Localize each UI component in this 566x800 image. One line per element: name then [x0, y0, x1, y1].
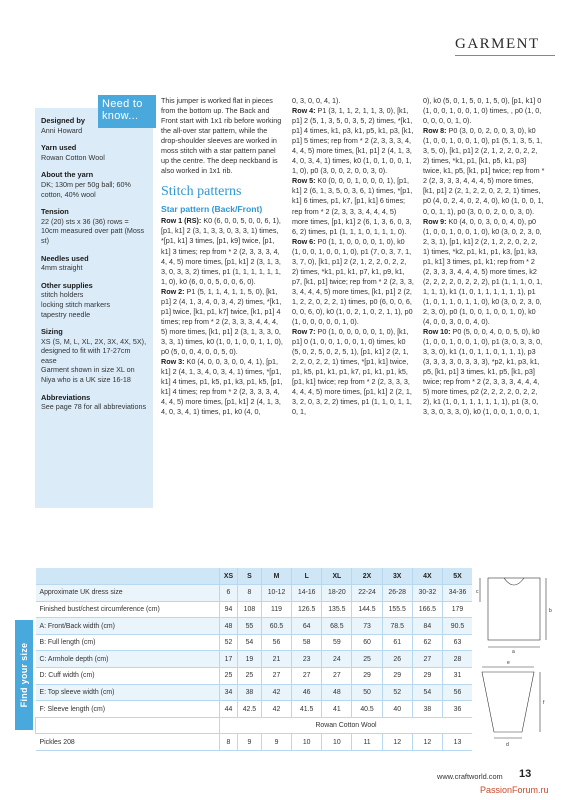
row-label-cell: Approximate UK dress size — [36, 585, 220, 602]
yarn-row-spacer — [36, 717, 220, 734]
value-cell: 19 — [237, 651, 261, 668]
tension-heading: Tension — [41, 207, 69, 217]
value-cell: 27 — [322, 668, 352, 685]
find-your-size-tab — [15, 620, 33, 730]
sizing-text: XS (S, M, L, XL, 2X, 3X, 4X, 5X), designed to fit with 17-27cm ease — [41, 336, 147, 365]
value-cell: 29 — [412, 668, 442, 685]
designer-name: Anni Howard — [41, 125, 83, 135]
star-pattern-heading: Star pattern (Back/Front) — [161, 204, 263, 215]
row-text: P0 (5, 0, 0, 4, 0, 0, 5, 0), k0 (1, 0, 0, 1, 0, 0, 1, 0), p1 (3, 0, 3, 3, 0, 3, 3, 0), k1 (1, 0, 1, 1, 0, 1, 1, 1), p3 (3, 3, 3, 3, 0, 3, 3, 3), *p2, k1, p3, k1, p5, [k1, p1] 3 times, k1, p5, [k1, p3] twice; rep from * 2 (2, 3, 3, 3, 4, 4, 4, 5) more times, p2 (2, 2, 2, 2, 0, 2, 2, 2), k1 (1, 0, 1, 1, 1, 1, 1, 1), p1 (3, 0, 3, 3, 0, 3, 3, 0), k0 (1, 0, 0, 1, 0, 0, 1, — [423, 327, 543, 417]
value-cell: 84 — [412, 618, 442, 635]
row-text: K0 (6, 0, 0, 5, 0, 0, 6, 1), [p1, k1] 2 (3, 1, 3, 3, 0, 3, 3, 1) times, *[p1, k1] 3 times, [p1, k9] twice, [p1, k1] 3 times; rep from * 2 (2, 3, 3, 3, 4, 4, 4, 5) more times, [p1, k1] 2 (3, 1, 3, 3, 0, 3, 3, 2) times, p1 (1, 1, 1, 1, 1, 1, 1, 0), k0 (6, 0, 0, 5, 0, 0, 6, 0). — [161, 216, 281, 286]
value-cell: 3X — [382, 568, 412, 585]
value-cell: 166.5 — [412, 601, 442, 618]
yarn-name: Rowan Cotton Wool — [41, 152, 105, 162]
value-cell: 8 — [237, 585, 261, 602]
row-label-cell — [36, 568, 220, 585]
yarn-heading: Yarn used — [41, 143, 77, 153]
value-cell: 46 — [292, 684, 322, 701]
value-cell: 22-24 — [352, 585, 382, 602]
value-cell: 44 — [220, 701, 238, 718]
value-cell: 78.5 — [382, 618, 412, 635]
section-title: GARMENT — [455, 36, 540, 52]
text-column-3 — [423, 96, 545, 418]
row-label-cell: A: Front/Back width (cm) — [36, 618, 220, 635]
value-cell: 24 — [322, 651, 352, 668]
row-text: K0 (0, 0, 0, 1, 0, 0, 0, 1), [p1, k1] 2 (6, 1, 3, 5, 0, 3, 6, 1) times, *[p1, k1] 6 times, p1, k7, [p1, k1] 6 times; rep from * 2 (2, 3, 3, 3, 4, 4, 4, 5) more times, [p1, k1] 2 (6, 1, 3, 6, 0, 3, 6, 2) times, p1 (1, 1, 1, 0, 1, 1, 1, 0). — [292, 176, 413, 236]
value-cell: 52 — [220, 634, 238, 651]
table-row — [36, 601, 473, 618]
pattern-row — [292, 106, 414, 176]
value-cell: 61 — [382, 634, 412, 651]
pattern-continuation: 0), k0 (5, 0, 1, 5, 0, 1, 5, 0), [p1, k1] 0 (1, 0, 0, 1, 0, 0, 1, 0) times, , p0 (1, 0, 0, 0, 0, 0, 1, 0). — [423, 96, 542, 126]
abbreviations-text: See page 78 for all abbreviations — [41, 402, 147, 412]
table-row — [36, 651, 473, 668]
value-cell: 42 — [261, 684, 291, 701]
value-cell: 40.5 — [352, 701, 382, 718]
value-cell: 56 — [261, 634, 291, 651]
value-cell: 29 — [352, 668, 382, 685]
value-cell: 27 — [412, 651, 442, 668]
yarn-name-row — [36, 717, 473, 734]
pattern-row — [161, 216, 283, 286]
value-cell: 8 — [220, 734, 238, 751]
value-cell: 90.5 — [442, 618, 472, 635]
watermark: PassionForum.ru — [480, 785, 549, 795]
row-label: Row 8: — [423, 126, 447, 136]
supply-item: locking stitch markers — [41, 299, 111, 309]
value-cell: 55 — [237, 618, 261, 635]
garment-schematic — [476, 572, 556, 752]
value-cell: 41.5 — [292, 701, 322, 718]
table-row — [36, 618, 473, 635]
row-label-cell: E: Top sleeve width (cm) — [36, 684, 220, 701]
need-to-know-panel — [35, 108, 153, 508]
row-label: Row 5: — [292, 176, 316, 186]
footer-url: www.craftworld.com — [437, 772, 503, 781]
value-cell: 155.5 — [382, 601, 412, 618]
value-cell: XL — [322, 568, 352, 585]
row-label-cell: D: Cuff width (cm) — [36, 668, 220, 685]
pattern-row — [161, 357, 283, 417]
body-outline — [488, 578, 540, 640]
text-column-1 — [161, 96, 283, 417]
value-cell: 38 — [412, 701, 442, 718]
diagram-label-b: b — [549, 608, 552, 614]
diagram-label-a: a — [512, 649, 515, 655]
size-table-grid — [35, 568, 472, 751]
row-label: Row 2: — [161, 286, 185, 296]
value-cell: 42.5 — [237, 701, 261, 718]
table-row — [36, 668, 473, 685]
value-cell: 13 — [442, 734, 472, 751]
find-your-size-label: Find your size — [19, 642, 29, 708]
value-cell: S — [237, 568, 261, 585]
value-cell: 18-20 — [322, 585, 352, 602]
value-cell: 29 — [382, 668, 412, 685]
needles-text: 4mm straight — [41, 263, 83, 273]
value-cell: 9 — [261, 734, 291, 751]
value-cell: 5X — [442, 568, 472, 585]
text-column-2 — [292, 96, 414, 418]
value-cell: 58 — [292, 634, 322, 651]
row-label: Row 10: — [423, 327, 451, 337]
value-cell: 41 — [322, 701, 352, 718]
table-row — [36, 701, 473, 718]
neckline — [504, 578, 524, 585]
value-cell: 108 — [237, 601, 261, 618]
value-cell: 94 — [220, 601, 238, 618]
pattern-row — [292, 176, 414, 236]
value-cell: 14-16 — [292, 585, 322, 602]
page-number: 13 — [519, 768, 532, 780]
value-cell: 4X — [412, 568, 442, 585]
designed-by-heading: Designed by — [41, 116, 85, 125]
row-label: Row 6: — [292, 236, 316, 246]
row-label-cell: C: Armhole depth (cm) — [36, 651, 220, 668]
diagram-label-c: c — [476, 589, 479, 595]
value-cell: 62 — [412, 634, 442, 651]
diagram-label-f: f — [543, 700, 545, 706]
tension-text: 22 (20) sts x 36 (36) rows = 10cm measured over patt (Moss st) — [41, 216, 145, 245]
pattern-continuation: 0, 3, 0, 0, 4, 1). — [292, 96, 341, 105]
value-cell: 63 — [442, 634, 472, 651]
value-cell: 21 — [261, 651, 291, 668]
value-cell: 26 — [382, 651, 412, 668]
diagram-label-e: e — [507, 660, 510, 666]
stitch-patterns-heading: Stitch patterns — [161, 184, 242, 200]
intro-paragraph: This jumper is worked flat in pieces from the bottom up. The Back and Front start with 1x1 rib before working the all-over star pattern, while the drop-shoulder sleeves are worked in moss stitch with a star pattern panel up the centre. The deep neckband is also worked in 1x1 rib. — [161, 96, 282, 176]
supply-item: stitch holders — [41, 290, 84, 300]
value-cell: 27 — [261, 668, 291, 685]
value-cell: XS — [220, 568, 238, 585]
pattern-row — [423, 327, 545, 417]
value-cell: 25 — [352, 651, 382, 668]
row-text: P1 (5, 1, 1, 4, 1, 1, 5, 0), [k1, p1] 2 (4, 1, 3, 4, 0, 3, 4, 2) times, *[k1, p1] twice, [k1, p1, k7] twice, [k1, p1] 4 times; rep from * 2 (2, 3, 3, 3, 4, 4, 4, 5) more times, [k1, p1] 2 (3, 1, 3, 3, 0, 3, 3, 1) times, k0 (1, 0, 1, 0, 0, 1, 1, 0), p0 (5, 0, 0, 4, 0, 0, 5, 0). — [161, 286, 283, 356]
pattern-row — [423, 126, 545, 216]
abbreviations-heading: Abbreviations — [41, 392, 91, 402]
value-cell: 10 — [322, 734, 352, 751]
value-cell: 12 — [412, 734, 442, 751]
value-cell: L — [292, 568, 322, 585]
value-cell: 6 — [220, 585, 238, 602]
value-cell: 144.5 — [352, 601, 382, 618]
sizing-heading: Sizing — [41, 327, 63, 337]
row-text: P0 (3, 0, 0, 2, 0, 0, 3, 0), k0 (1, 0, 0, 1, 0, 0, 1, 0), p1 (5, 1, 3, 5, 1, 3, 5, 0), [k1, p1] 2 (2, 1, 2, 2, 0, 2, 2, 2) times, *k1, p1, [k1, p5, k1, p3] twice, k1, p5, [k1, p1] twice; rep from * 2 (2, 3, 3, 3, 4, 4, 4, 5) more times, [k1, p1] 2 (2, 1, 2, 2, 0, 2, 2, 1) times, p0 (4, 0, 2, 4, 0, 2, 4, 0), k0 (1, 0, 0, 1, 0, 0, 1, 1), p0 (3, 0, 0, 2, 0, 0, 3, 0). — [423, 126, 545, 216]
value-cell: 50 — [352, 684, 382, 701]
value-cell: 60 — [352, 634, 382, 651]
table-header-row — [36, 568, 473, 585]
value-cell: 12 — [382, 734, 412, 751]
value-cell: 135.5 — [322, 601, 352, 618]
value-cell: 54 — [412, 684, 442, 701]
need-to-know-tag: Need to know... — [98, 95, 156, 128]
header-rule — [455, 55, 555, 56]
row-label-cell: F: Sleeve length (cm) — [36, 701, 220, 718]
value-cell: 11 — [352, 734, 382, 751]
row-label-cell: Finished bust/chest circumference (cm) — [36, 601, 220, 618]
sleeve-outline — [482, 672, 534, 732]
value-cell: 30-32 — [412, 585, 442, 602]
row-label-cell: B: Full length (cm) — [36, 634, 220, 651]
value-cell: 31 — [442, 668, 472, 685]
row-label: Row 4: — [292, 106, 316, 116]
value-cell: 48 — [220, 618, 238, 635]
value-cell: 36 — [442, 701, 472, 718]
value-cell: 34-36 — [442, 585, 472, 602]
value-cell: 64 — [292, 618, 322, 635]
value-cell: 54 — [237, 634, 261, 651]
value-cell: 48 — [322, 684, 352, 701]
supplies-heading: Other supplies — [41, 280, 93, 290]
value-cell: 119 — [261, 601, 291, 618]
pattern-row — [161, 287, 283, 357]
value-cell: 38 — [237, 684, 261, 701]
value-cell: 23 — [292, 651, 322, 668]
row-text: P0 (1, 1, 0, 0, 0, 0, 1, 0), k0 (1, 0, 0, 1, 0, 0, 1, 0), p1 (7, 0, 3, 7, 1, 3, 7, 0), [k1, p1] 2 (2, 1, 2, 2, 0, 2, 2, 2) times, *k1, p1, k1, p7, k1, p9, k1, p7, [k1, p1] twice; rep from * 2 (2, 3, 3, 3, 4, 4, 4, 5) more times, [k1, p1] 2 (2, 1, 2, 2, 0, 2, 2, 1) times, p0 (6, 0, 0, 6, 0, 0, 6, 0), k0 (1, 0, 2, 1, 0, 2, 1, 1), p0 (1, 0, 0, 0, 0, 0, 1, 0). — [292, 236, 414, 327]
pattern-row — [423, 217, 545, 328]
about-yarn-text: DK; 130m per 50g ball; 60% cotton, 40% wool — [41, 179, 131, 199]
value-cell: 10-12 — [261, 585, 291, 602]
value-cell: 17 — [220, 651, 238, 668]
value-cell: 59 — [322, 634, 352, 651]
table-row — [36, 634, 473, 651]
value-cell: 27 — [292, 668, 322, 685]
pattern-row — [292, 237, 414, 327]
table-row — [36, 585, 473, 602]
row-label: Row 7: — [292, 327, 316, 337]
value-cell: 2X — [352, 568, 382, 585]
value-cell: 42 — [261, 701, 291, 718]
value-cell: 26-28 — [382, 585, 412, 602]
row-text: P0 (1, 0, 0, 0, 0, 0, 1, 0), [k1, p1] 0 (1, 0, 0, 1, 0, 0, 1, 0) times, k0 (5, 0, 2, 5, 0, 2, 5, 1), [p1, k1] 2 (2, 1, 2, 2, 0, 2, 2, 1) times, *[p1, k1] twice, p1, k5, p1, k1, p1, k7, p1, k1, p1, k5, [p1, k1] twice; rep from * 2 (2, 3, 3, 3, 4, 4, 4, 5) more times, [p1, k1] 2 (2, 1, 3, 2, 0, 3, 2, 2) times, p1 (1, 1, 0, 1, 1, 0, 1, — [292, 327, 412, 417]
about-yarn-heading: About the yarn — [41, 170, 94, 180]
value-cell: 60.5 — [261, 618, 291, 635]
row-label-cell: Pickles 208 — [36, 734, 220, 751]
pattern-row — [292, 327, 414, 417]
size-table — [35, 568, 472, 751]
row-text: K0 (4, 0, 0, 3, 0, 0, 4, 0), p0 (1, 0, 0, 1, 0, 0, 1, 0), k0 (3, 0, 2, 3, 0, 2, 3, 1), [p1, k1] 2 (2, 1, 2, 2, 0, 2, 2, 1) times, *k2, p1, k1, p1, k3, [p1, k3, p1, k1] 3 times, p1, k1; rep from * 2 (2, 3, 3, 3, 4, 4, 4, 5) more times, k2 (2, 2, 2, 2, 0, 2, 2, 2), p1 (1, 1, 1, 0, 1, 1, 1, 1), k1 (1, 0, 1, 1, 1, 1, 1, 1), p1 (1, 0, 1, 1, 0, 1, 1, 0), k0 (3, 0, 2, 3, 0, 2, 3, 0), p0 (1, 0, 0, 1, 0, 0, 1, 0), k0 (4, 0, 0, 3, 0, 0, 4, 0). — [423, 216, 543, 327]
value-cell: 56 — [442, 684, 472, 701]
row-label: Row 9: — [423, 216, 447, 226]
value-cell: 179 — [442, 601, 472, 618]
diagram-label-d: d — [506, 742, 509, 748]
value-cell: 52 — [382, 684, 412, 701]
yarn-quantity-row — [36, 734, 473, 751]
value-cell: 25 — [237, 668, 261, 685]
value-cell: 40 — [382, 701, 412, 718]
yarn-name-cell: Rowan Cotton Wool — [220, 717, 472, 734]
row-label: Row 3: — [161, 357, 185, 367]
value-cell: 73 — [352, 618, 382, 635]
table-row — [36, 684, 473, 701]
needles-heading: Needles used — [41, 253, 89, 263]
row-text: P1 (3, 1, 1, 2, 1, 1, 3, 0), [k1, p1] 2 (5, 1, 3, 5, 0, 3, 5, 2) times, *[k1, p1] 4 times, k1, p3, k1, p5, k1, p3, [k1, p1] 5 times; rep from * 2 (2, 3, 3, 3, 4, 4, 4, 5) more times, [k1, p1] 2 (4, 1, 3, 4, 0, 3, 4, 1) times, k0 (1, 0, 1, 0, 0, 1, 1, 0), p0 (3, 0, 0, 2, 0, 0, 3, 0). — [292, 106, 414, 176]
value-cell: 34 — [220, 684, 238, 701]
value-cell: 10 — [292, 734, 322, 751]
value-cell: M — [261, 568, 291, 585]
value-cell: 28 — [442, 651, 472, 668]
value-cell: 9 — [237, 734, 261, 751]
sizing-note: Garment shown in size XL on Niya who is a UK size 16-18 — [41, 365, 135, 385]
row-label: Row 1 (RS): — [161, 216, 202, 226]
supply-item: tapestry needle — [41, 309, 91, 319]
value-cell: 126.5 — [292, 601, 322, 618]
row-text: K0 (4, 0, 0, 3, 0, 0, 4, 1), [p1, k1] 2 (4, 1, 3, 4, 0, 3, 4, 1) times, *[p1, k1] 4 times, p1, k5, p1, k3, p1, k5, [p1, k1] 4 times; rep from * 2 (2, 3, 3, 3, 4, 4, 4, 5) more times, [p1, k1] 2 (4, 1, 3, 4, 0, 3, 4, 1) times, p1, k0 (4, 0, — [161, 357, 283, 417]
value-cell: 25 — [220, 668, 238, 685]
value-cell: 68.5 — [322, 618, 352, 635]
